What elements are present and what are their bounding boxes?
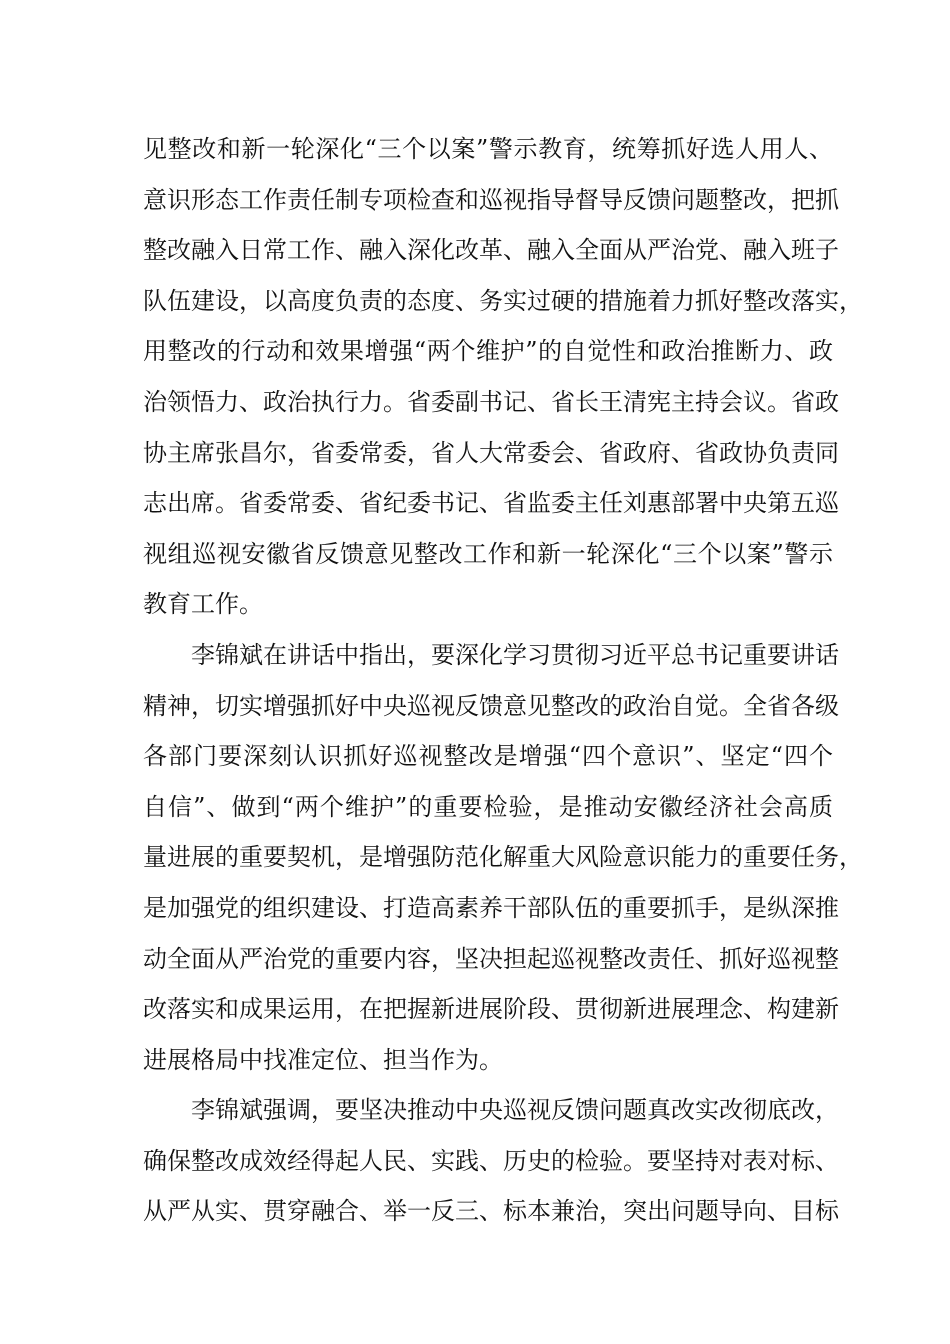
text-line: 量进展的重要契机，是增强防范化解重大风险意识能力的重要任务， — [143, 843, 863, 872]
text-line: 视组巡视安徽省反馈意见整改工作和新一轮深化“三个以案”警示 — [143, 539, 833, 568]
text-line: 协主席张昌尔，省委常委，省人大常委会、省政府、省政协负责同 — [143, 438, 839, 467]
text-line: 见整改和新一轮深化“三个以案”警示教育，统筹抓好选人用人、 — [143, 135, 833, 163]
text-line: 确保整改成效经得起人民、实践、历史的检验。要坚持对表对标、 — [143, 1146, 839, 1175]
text-line: 李锦斌在讲话中指出，要深化学习贯彻习近平总书记重要讲话 — [191, 640, 839, 669]
text-line: 志出席。省委常委、省纪委书记、省监委主任刘惠部署中央第五巡 — [143, 489, 839, 518]
text-line: 进展格局中找准定位、担当作为。 — [143, 1045, 503, 1074]
text-line: 精神，切实增强抓好中央巡视反馈意见整改的政治自觉。全省各级 — [143, 691, 839, 720]
text-line: 是加强党的组织建设、打造高素养干部队伍的重要抓手，是纵深推 — [143, 893, 839, 922]
text-line: 用整改的行动和效果增强“两个维护”的自觉性和政治推断力、政 — [143, 337, 833, 366]
paragraph — [143, 124, 863, 630]
text-line: 动全面从严治党的重要内容，坚决担起巡视整改责任、抓好巡视整 — [143, 944, 839, 973]
paragraph — [143, 630, 863, 1085]
text-line: 队伍建设，以高度负责的态度、务实过硬的措施着力抓好整改落实， — [143, 286, 863, 315]
text-line: 从严从实、贯穿融合、举一反三、标本兼治，突出问题导向、目标 — [143, 1197, 839, 1226]
text-line: 李锦斌强调，要坚决推动中央巡视反馈问题真改实改彻底改， — [191, 1096, 839, 1125]
text-line: 改落实和成果运用，在把握新进展阶段、贯彻新进展理念、构建新 — [143, 995, 839, 1024]
text-line: 教育工作。 — [143, 590, 263, 619]
text-line: 整改融入日常工作、融入深化改革、融入全面从严治党、融入班子 — [143, 236, 839, 265]
text-line: 各部门要深刻认识抓好巡视整改是增强“四个意识”、坚定“四个 — [143, 742, 833, 771]
text-line: 治领悟力、政治执行力。省委副书记、省长王清宪主持会议。省政 — [143, 387, 839, 416]
paragraph — [143, 1085, 839, 1237]
text-line: 自信”、做到“两个维护”的重要检验，是推动安徽经济社会高质 — [143, 792, 833, 821]
document-body — [143, 124, 863, 1237]
text-line: 意识形态工作责任制专项检查和巡视指导督导反馈问题整改，把抓 — [143, 185, 839, 214]
